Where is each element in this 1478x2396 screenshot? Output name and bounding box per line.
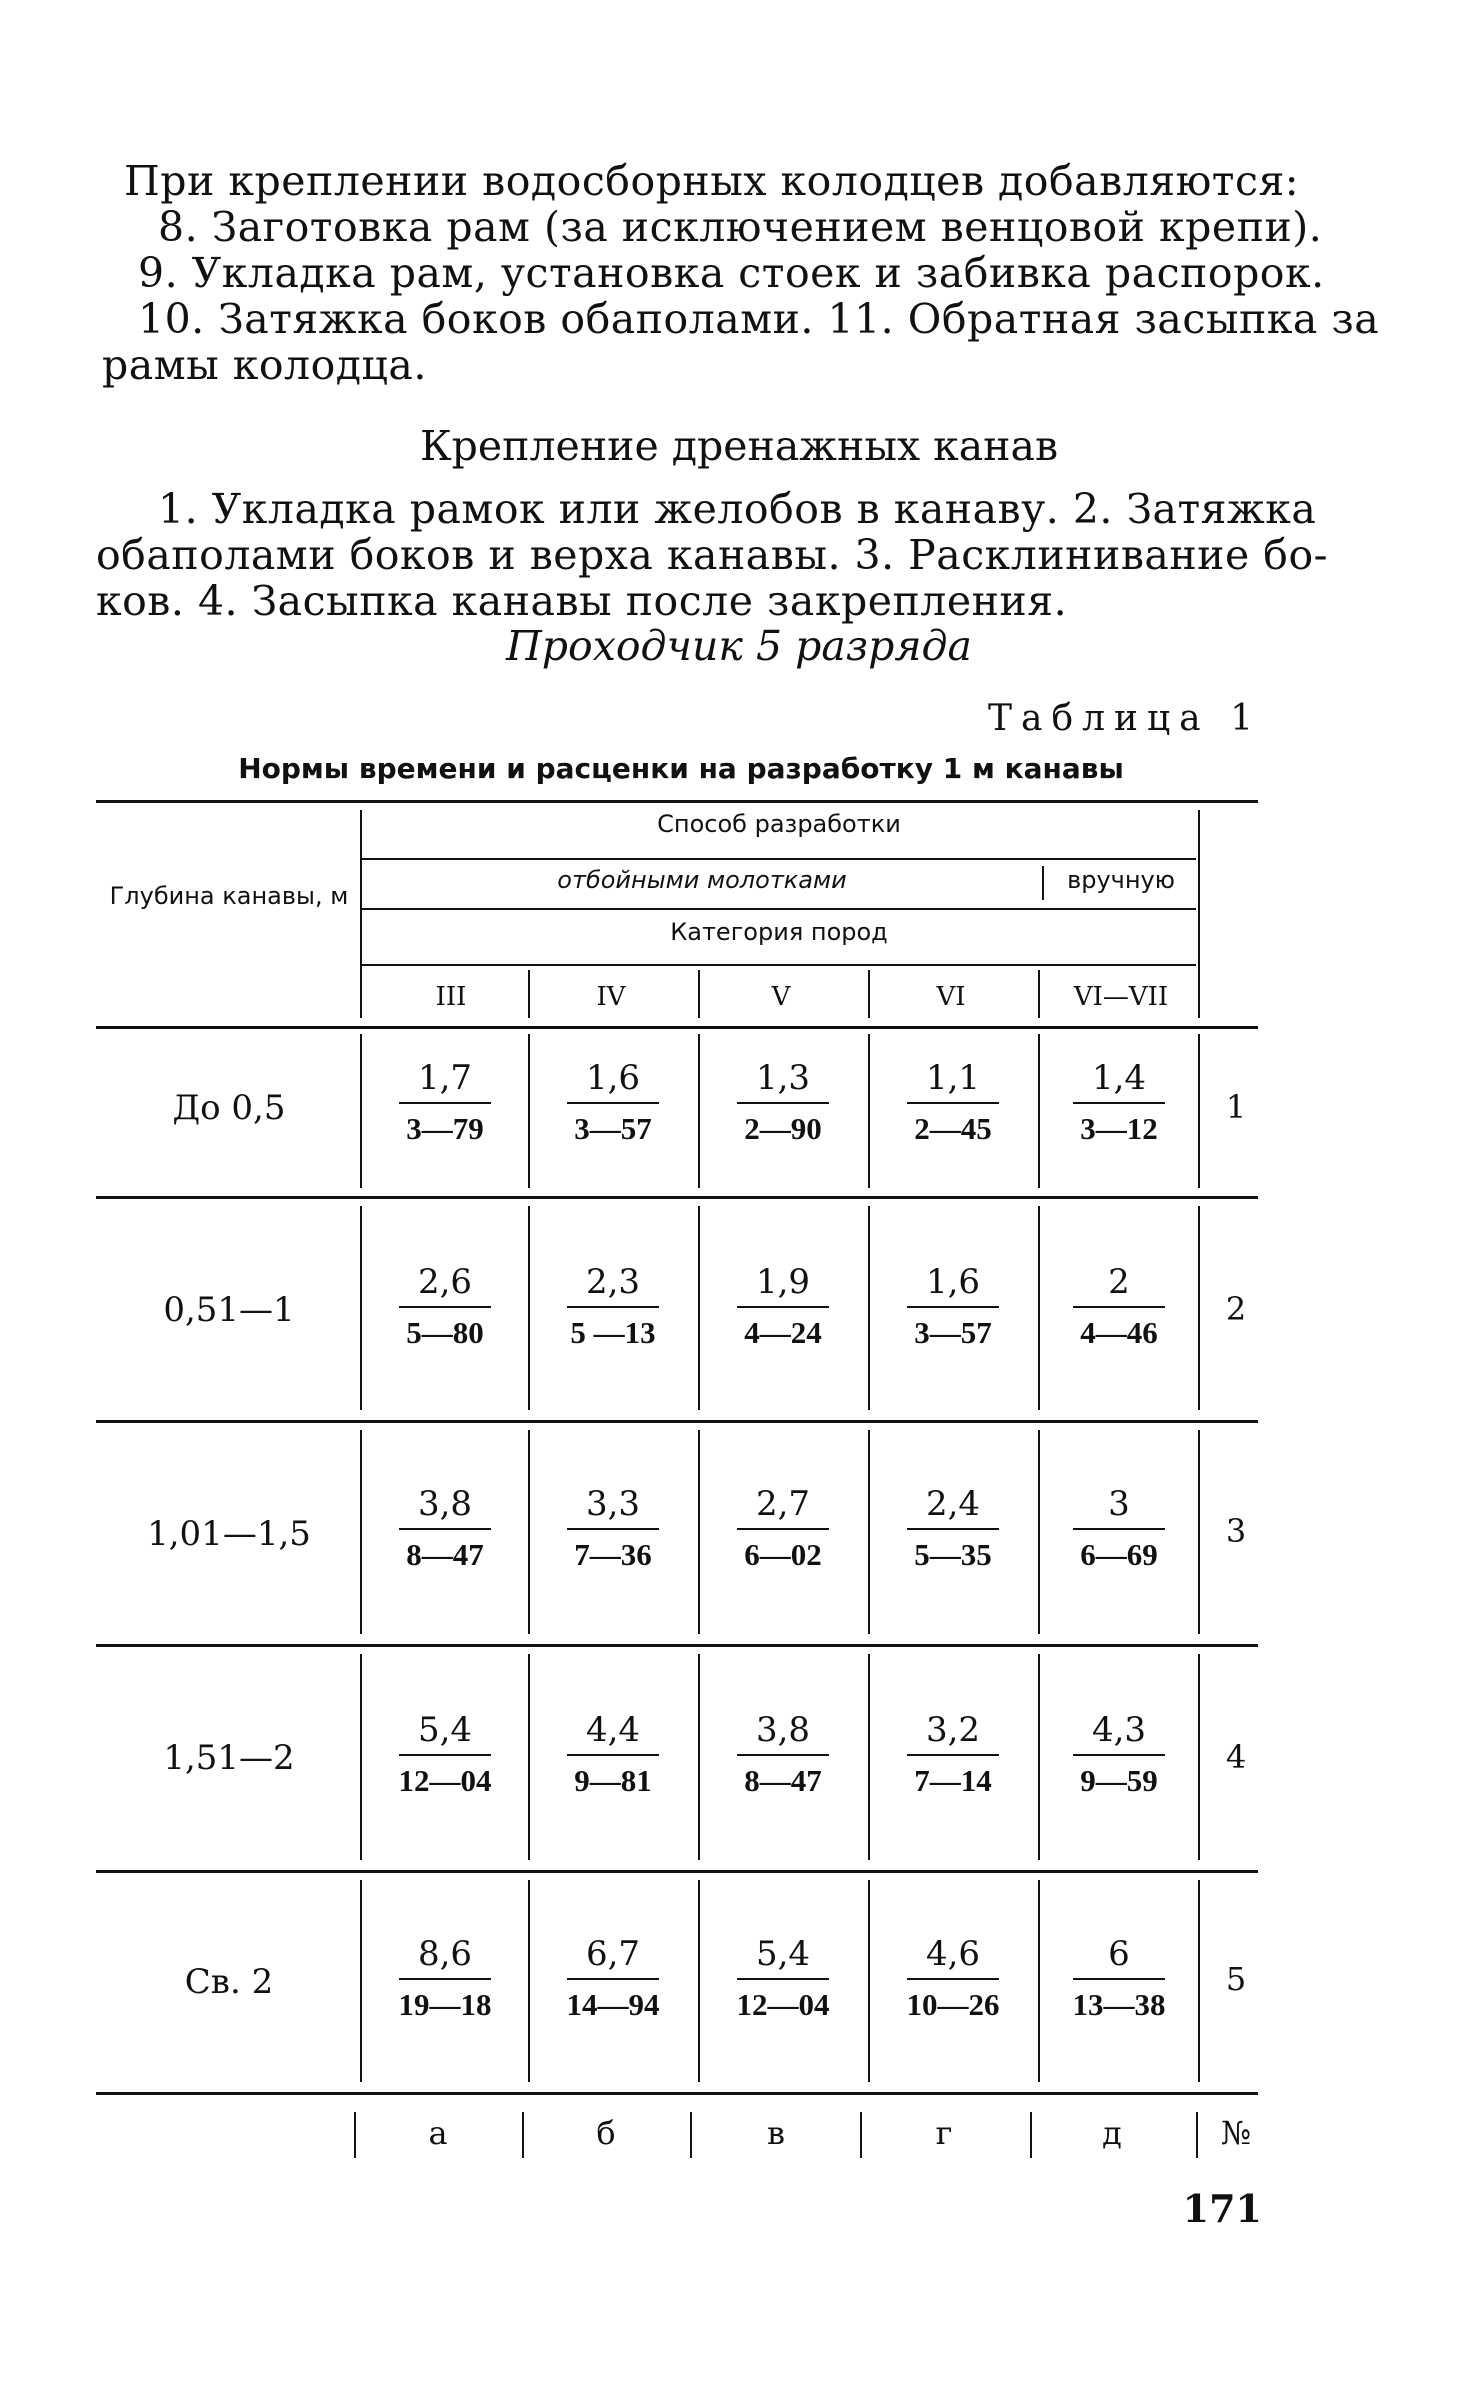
rate-value: 13—38 <box>1072 1987 1166 2022</box>
col-divider <box>528 1034 530 1188</box>
text-line: 1. Укладка рамок или желобов в канаву. 2. Затяжка <box>158 485 1317 533</box>
table-cell <box>878 1058 1028 1148</box>
table-cell <box>370 1710 520 1800</box>
norm-value: 3 <box>1108 1484 1130 1524</box>
col-divider <box>528 1430 530 1634</box>
norm-value: 1,9 <box>755 1262 811 1302</box>
header-bottom-rule <box>96 1026 1258 1029</box>
norm-value: 2,7 <box>755 1484 811 1524</box>
rate-value: 6—69 <box>1080 1537 1158 1572</box>
text-line: обаполами боков и верха канавы. 3. Расклинивание бо- <box>96 531 1329 579</box>
col-divider <box>522 2112 524 2158</box>
row-depth: 1,01—1,5 <box>147 1514 311 1554</box>
table-cell <box>708 1484 858 1574</box>
text-line: 9. Укладка рам, установка стоек и забивка распорок. <box>138 249 1325 297</box>
table-cell <box>708 1710 858 1800</box>
col-divider <box>1038 970 1040 1018</box>
rate-value: 3—57 <box>574 1111 652 1146</box>
norm-value: 3,2 <box>925 1710 981 1750</box>
row-rule <box>96 1870 1258 1873</box>
column-letter: в <box>766 2114 785 2152</box>
table-cell <box>370 1934 520 2024</box>
category-IV: IV <box>596 982 626 1012</box>
text-line: рамы колодца. <box>102 341 427 389</box>
worker-grade-heading: Проходчик 5 разряда <box>506 622 972 670</box>
text-line: 8. Заготовка рам (за исключением венцовой крепи). <box>158 203 1323 251</box>
col-divider <box>1198 1880 1200 2082</box>
table-cell <box>1044 1934 1194 2024</box>
rate-value: 5—35 <box>914 1537 992 1572</box>
column-letter: д <box>1102 2114 1122 2152</box>
col-divider <box>1038 1206 1040 1410</box>
col-divider <box>1030 2112 1032 2158</box>
table-cell <box>708 1058 858 1148</box>
category-V: V <box>771 982 791 1012</box>
rate-value: 3—12 <box>1080 1111 1158 1146</box>
column-letter: г <box>935 2114 953 2152</box>
col-divider <box>1198 1034 1200 1188</box>
norm-value: 4,6 <box>925 1934 981 1974</box>
norm-value: 2 <box>1108 1262 1130 1302</box>
table-label: Таблица 1 <box>988 698 1262 739</box>
column-letter: а <box>428 2114 448 2152</box>
category-VI-VII: VI—VII <box>1073 982 1169 1012</box>
norm-value: 1,6 <box>585 1058 641 1098</box>
row-depth: Св. 2 <box>184 1962 274 2002</box>
paragraph-shaft-fastening <box>96 157 1380 389</box>
header-method: Способ разработки <box>657 810 901 838</box>
col-divider <box>690 2112 692 2158</box>
table-cell <box>538 1484 688 1574</box>
col-divider <box>360 1034 362 1188</box>
table-cell <box>708 1934 858 2024</box>
norm-value: 3,8 <box>755 1710 811 1750</box>
col-divider <box>868 1880 870 2082</box>
col-divider <box>698 1654 700 1860</box>
row-rule <box>96 1644 1258 1647</box>
header-hammers: отбойными молотками <box>557 866 847 894</box>
table-cell <box>878 1484 1028 1574</box>
table-cell <box>1044 1262 1194 1352</box>
col-divider <box>860 2112 862 2158</box>
table-title: Нормы времени и расценки на разработку 1 м канавы <box>238 752 1124 785</box>
col-divider <box>1038 1654 1040 1860</box>
rate-value: 7—36 <box>574 1537 652 1572</box>
table-cell <box>538 1710 688 1800</box>
table-cell <box>708 1262 858 1352</box>
page-number: 171 <box>1182 2186 1262 2231</box>
row-rule <box>96 1420 1258 1423</box>
col-divider <box>360 810 362 1018</box>
section-heading: Крепление дренажных канав <box>419 422 1059 470</box>
col-divider <box>698 1430 700 1634</box>
col-divider <box>1038 1430 1040 1634</box>
header-rule <box>362 858 1196 860</box>
table-top-rule <box>96 800 1258 803</box>
table-cell <box>878 1262 1028 1352</box>
col-divider <box>528 1206 530 1410</box>
row-depth: 1,51—2 <box>163 1738 295 1778</box>
col-divider <box>698 1206 700 1410</box>
table-cell <box>878 1934 1028 2024</box>
rate-value: 6—02 <box>744 1537 822 1572</box>
table-cell <box>878 1710 1028 1800</box>
norm-value: 2,4 <box>925 1484 981 1524</box>
text-line: ков. 4. Засыпка канавы после закрепления. <box>96 577 1068 625</box>
rate-value: 12—04 <box>736 1987 830 2022</box>
table-cell <box>370 1484 520 1574</box>
col-divider <box>868 1206 870 1410</box>
rate-value: 5—80 <box>406 1315 484 1350</box>
norm-value: 5,4 <box>755 1934 811 1974</box>
col-divider <box>868 1654 870 1860</box>
header-category: Категория пород <box>670 918 888 946</box>
rate-value: 10—26 <box>906 1987 1000 2022</box>
col-divider <box>360 1206 362 1410</box>
col-divider <box>360 1430 362 1634</box>
col-divider <box>1198 1654 1200 1860</box>
rate-value: 3—57 <box>914 1315 992 1350</box>
col-divider <box>1038 1880 1040 2082</box>
header-rule <box>362 908 1196 910</box>
norm-value: 6,7 <box>585 1934 641 1974</box>
row-number: 5 <box>1225 1960 1247 1998</box>
header-depth: Глубина канавы, м <box>109 882 349 910</box>
category-VI: VI <box>936 982 966 1012</box>
col-divider <box>528 1654 530 1860</box>
col-divider <box>360 1654 362 1860</box>
norm-value: 5,4 <box>417 1710 473 1750</box>
table-cell <box>1044 1710 1194 1800</box>
col-divider <box>1038 1034 1040 1188</box>
norm-value: 3,8 <box>417 1484 473 1524</box>
col-divider <box>868 1430 870 1634</box>
norm-value: 1,1 <box>925 1058 981 1098</box>
norm-value: 1,7 <box>417 1058 473 1098</box>
row-rule <box>96 1196 1258 1199</box>
table-cell <box>538 1934 688 2024</box>
text-line: При креплении водосборных колодцев добавляются: <box>124 157 1300 205</box>
col-divider <box>1198 1430 1200 1634</box>
rate-value: 12—04 <box>398 1763 492 1798</box>
rate-value: 7—14 <box>914 1763 992 1798</box>
norm-value: 1,4 <box>1091 1058 1147 1098</box>
header-manual: вручную <box>1067 866 1175 894</box>
table-cell <box>538 1058 688 1148</box>
table-bottom-rule <box>96 2092 1258 2095</box>
norm-value: 2,3 <box>585 1262 641 1302</box>
row-depth: До 0,5 <box>172 1088 286 1128</box>
col-divider <box>698 1034 700 1188</box>
rate-value: 9—81 <box>574 1763 652 1798</box>
norm-value: 1,3 <box>755 1058 811 1098</box>
rate-value: 8—47 <box>406 1537 484 1572</box>
col-divider <box>868 970 870 1018</box>
header-rule <box>362 964 1196 966</box>
rate-value: 2—45 <box>914 1111 992 1146</box>
col-divider <box>354 2112 356 2158</box>
paragraph-drainage <box>96 485 1329 625</box>
table-cell <box>370 1262 520 1352</box>
norm-value: 6 <box>1108 1934 1130 1974</box>
rate-value: 19—18 <box>398 1987 492 2022</box>
col-divider <box>698 970 700 1018</box>
column-letter: б <box>596 2114 616 2152</box>
rate-value: 4—24 <box>744 1315 822 1350</box>
col-divider <box>698 1880 700 2082</box>
category-III: III <box>435 982 467 1012</box>
rate-value: 3—79 <box>406 1111 484 1146</box>
text-line: 10. Затяжка боков обаполами. 11. Обратная засыпка за <box>138 295 1380 343</box>
col-divider <box>1198 1206 1200 1410</box>
rate-value: 2—90 <box>744 1111 822 1146</box>
col-divider <box>868 1034 870 1188</box>
norm-value: 4,4 <box>585 1710 641 1750</box>
table-cell <box>370 1058 520 1148</box>
rate-value: 5 —13 <box>570 1315 656 1350</box>
number-sign: № <box>1220 2114 1252 2152</box>
col-divider <box>528 1880 530 2082</box>
rate-value: 4—46 <box>1080 1315 1158 1350</box>
norm-value: 2,6 <box>417 1262 473 1302</box>
col-divider <box>1196 2112 1198 2158</box>
norm-value: 1,6 <box>925 1262 981 1302</box>
row-depth: 0,51—1 <box>163 1290 295 1330</box>
norm-value: 3,3 <box>585 1484 641 1524</box>
table-cell <box>1044 1058 1194 1148</box>
row-number: 1 <box>1225 1088 1247 1126</box>
col-divider <box>360 1880 362 2082</box>
col-divider <box>528 970 530 1018</box>
row-number: 3 <box>1225 1512 1247 1550</box>
rate-value: 14—94 <box>566 1987 660 2022</box>
norm-value: 8,6 <box>417 1934 473 1974</box>
row-number: 2 <box>1225 1290 1247 1328</box>
table-cell <box>538 1262 688 1352</box>
row-number: 4 <box>1225 1738 1247 1776</box>
rate-value: 9—59 <box>1080 1763 1158 1798</box>
rate-value: 8—47 <box>744 1763 822 1798</box>
col-divider <box>1198 810 1200 1018</box>
norm-value: 4,3 <box>1091 1710 1147 1750</box>
table-cell <box>1044 1484 1194 1574</box>
